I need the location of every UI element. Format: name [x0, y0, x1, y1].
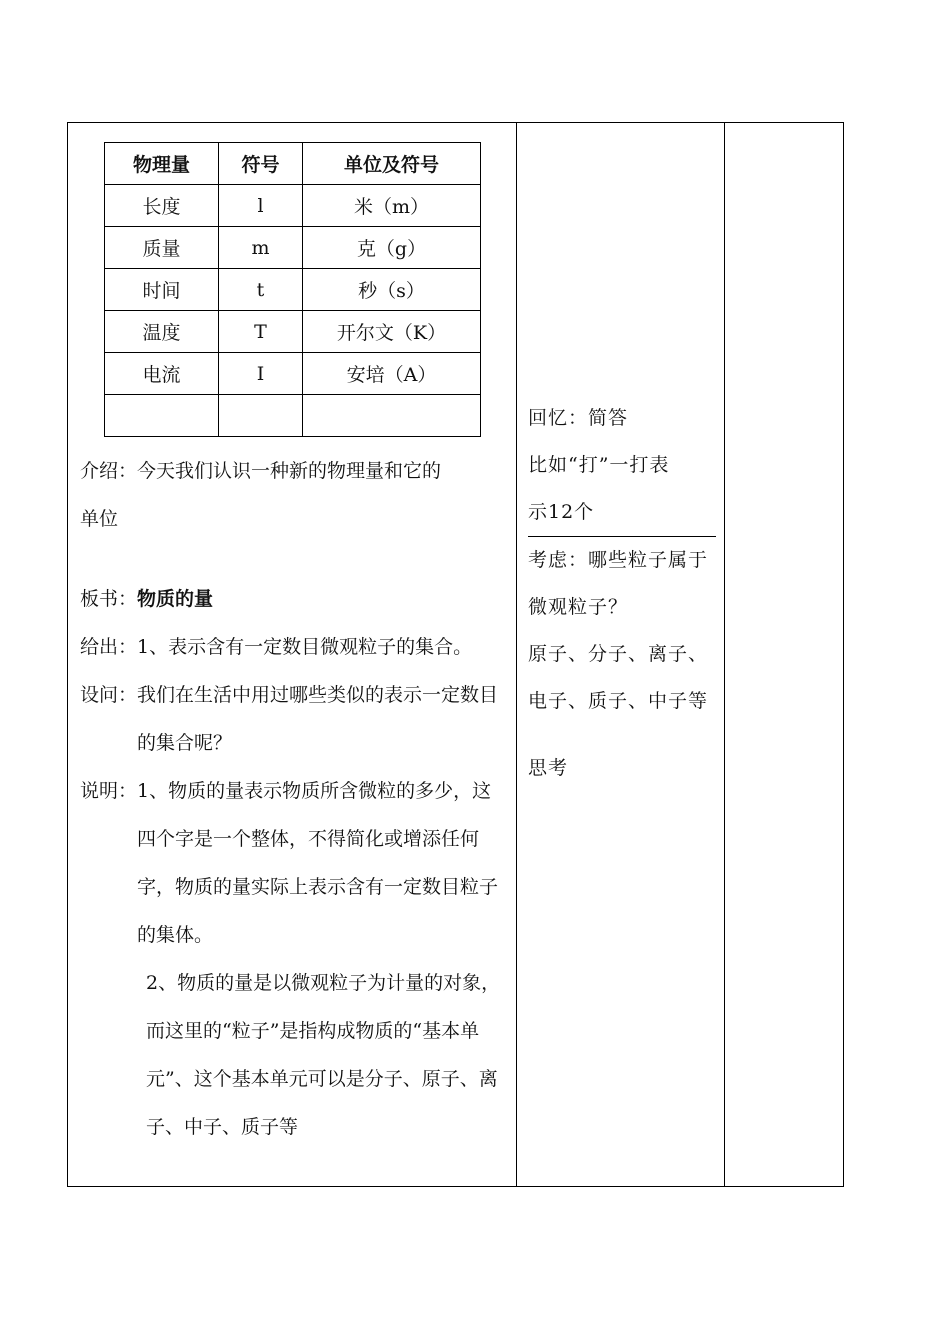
give-label: 给出：: [80, 636, 138, 658]
table-cell: 开尔文（K）: [303, 311, 481, 353]
table-cell: 电流: [105, 353, 219, 395]
table-row: [105, 185, 481, 227]
table-cell: 时间: [105, 269, 219, 311]
table-header: 物理量: [105, 143, 219, 185]
column-divider: [724, 122, 725, 1187]
table-cell: 温度: [105, 311, 219, 353]
ask-paragraph: [80, 671, 510, 767]
think-text: 思考: [528, 757, 569, 779]
table-cell: T: [219, 311, 303, 353]
table-cell: 长度: [105, 185, 219, 227]
table-cell: 安培（A）: [303, 353, 481, 395]
explain-label: 说明：: [80, 780, 138, 802]
table-row: [105, 227, 481, 269]
table-header: 单位及符号: [303, 143, 481, 185]
table-cell: 质量: [105, 227, 219, 269]
table-cell: 秒（s）: [303, 269, 481, 311]
table-cell: [303, 395, 481, 437]
table-cell: t: [219, 269, 303, 311]
explain-text-1: 1、物质的量表示物质所含微粒的多少，这四个字是一个整体，不得简化或增添任何字，物质的量实际上表示含有一定数目粒子的集体。: [137, 780, 499, 946]
board-label: 板书：: [80, 588, 138, 610]
explain-paragraph: [80, 767, 510, 959]
table-cell: I: [219, 353, 303, 395]
example-text-continued: 示12个: [528, 489, 716, 537]
board-note: [80, 575, 510, 623]
table-cell: [219, 395, 303, 437]
give-text: 1、表示含有一定数目微观粒子的集合。: [137, 636, 473, 658]
table-row: [105, 395, 481, 437]
table-row: [105, 269, 481, 311]
table-cell: m: [219, 227, 303, 269]
table-cell: 克（g）: [303, 227, 481, 269]
teacher-activity-column: [80, 142, 510, 1151]
column-divider: [516, 122, 517, 1187]
table-row: [105, 311, 481, 353]
intro-text-continued: 单位: [80, 508, 119, 530]
intro-text: 介绍：今天我们认识一种新的物理量和它的: [80, 460, 442, 482]
table-cell: l: [219, 185, 303, 227]
give-paragraph: [80, 623, 510, 671]
table-row: [105, 353, 481, 395]
table-cell: 米（m）: [303, 185, 481, 227]
example-text: 比如“打”一打表: [528, 454, 670, 476]
table-cell: [105, 395, 219, 437]
board-topic: 物质的量: [137, 588, 214, 610]
table-header-row: [105, 143, 481, 185]
consider-text: 考虑：哪些粒子属于微观粒子？: [528, 549, 709, 618]
explain-text-2: 2、物质的量是以微观粒子为计量的对象，而这里的“粒子”是指构成物质的“基本单元”、这个基本单元可以是分子、原子、离子、中子、质子等: [146, 972, 501, 1138]
units-table: [104, 142, 481, 437]
answer-text: 原子、分子、离子、电子、质子、中子等: [528, 643, 709, 712]
ask-text: 我们在生活中用过哪些类似的表示一定数目的集合呢？: [137, 684, 499, 754]
ask-label: 设问：: [80, 684, 138, 706]
recall-text: 回忆：简答: [528, 407, 629, 429]
table-header: 符号: [219, 143, 303, 185]
student-activity-column: [528, 395, 718, 792]
